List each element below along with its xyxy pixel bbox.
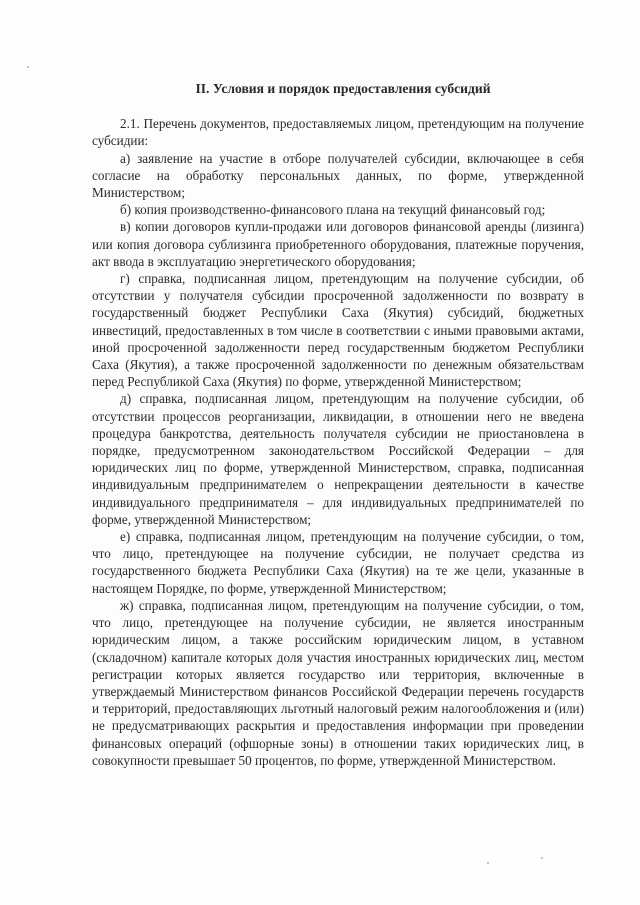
document-body xyxy=(92,80,584,769)
paragraph-item-b: б) копия производственно-финансового плана на текущий финансовый год; xyxy=(120,202,546,218)
paragraph-item-a: а) заявление на участие в отборе получателей субсидии, включающее в себя согласие на обработку персональных данных, по форме, утвержденной Министерством; xyxy=(92,150,584,201)
scan-speck xyxy=(27,66,29,68)
scan-speck xyxy=(541,857,543,859)
scan-speck xyxy=(487,862,489,864)
paragraph-item-v: в) копии договоров купли-продажи или договоров финансовой аренды (лизинга) или копия договора сублизинга приобретенного оборудования, платежные поручения, акт ввода в эксплуатацию энергетического оборудования; xyxy=(92,219,584,269)
paragraph-item-d: д) справка, подписанная лицом, претендующим на получение субсидии, об отсутствии процессов реорганизации, ликвидации, в отношении него не введена процедура банкротства, деятельность получателя субсидии не приостановлена в порядке, предусмотренном законодательством Российской Федерации – для юридических лиц по форме, утвержденной Министерством, справка, подписанная индивидуальным предпринимателем о непрекращении деятельности в качестве индивидуального предпринимателя – для индивидуальных предпринимателей по форме, утвержденной Министерством; xyxy=(92,391,584,527)
section-heading: II. Условия и порядок предоставления субсидий xyxy=(195,81,491,96)
paragraph-item-e: е) справка, подписанная лицом, претендующим на получение субсидии, о том, что лицо, претендующее на получение субсидии, не получает средства из государственного бюджета Республики Саха (Якутия) на те же цели, указанные в настоящем Порядке, по форме, утвержденной Министерством; xyxy=(92,529,584,596)
paragraph-2-1: 2.1. Перечень документов, предоставляемых лицом, претендующим на получение субсидии: xyxy=(92,116,584,149)
paragraph-item-g: г) справка, подписанная лицом, претендующим на получение субсидии, об отсутствии у получателя субсидии просроченной задолженности по возврату в государственный бюджет Республики Саха (Якутия) субсидий, бюджетных инвестиций, предоставленных в том числе в соответствии с иными правовыми актами, иной просроченной задолженности перед государственным бюджетом Республики Саха (Якутия), а также просроченной задолженности по денежным обязательствам перед Республикой Саха (Якутия) по форме, утвержденной Министерством; xyxy=(92,271,584,390)
paragraph-item-zh: ж) справка, подписанная лицом, претендующим на получение субсидии, о том, что лицо, претендующее на получение субсидии, не является иностранным юридическим лицом, а также российским юридическим лицом, в уставном (складочном) капитале которых доля участия иностранных юридических лиц, местом регистрации которых является государство или территория, включенные в утверждаемый Министерством финансов Российской Федерации перечень государств и территорий, предоставляющих льготный налоговый режим налогообложения и (или) не предусматривающих раскрытия и предоставления информации при проведении финансовых операций (офшорные зоны) в отношении таких юридических лиц, в совокупности превышает 50 процентов, по форме, утвержденной Министерством. xyxy=(92,597,584,768)
